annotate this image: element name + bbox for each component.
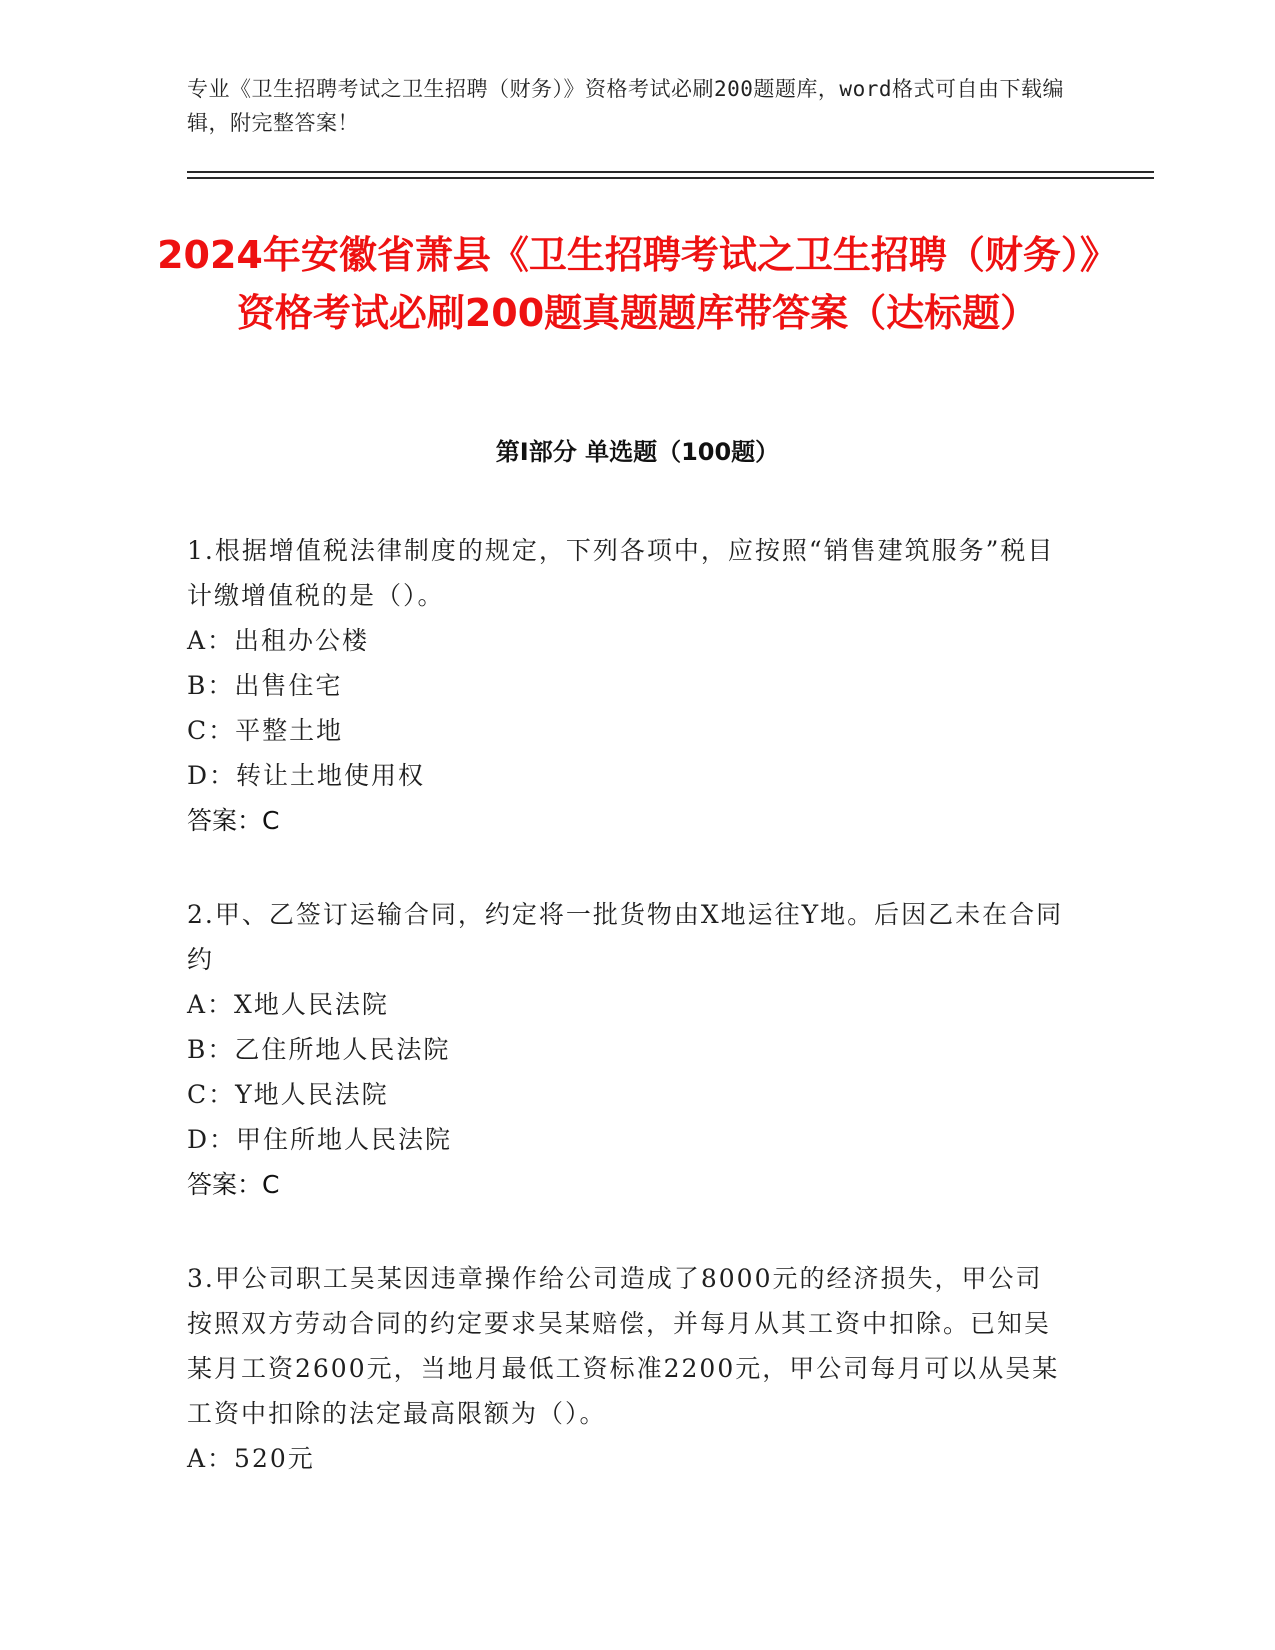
option-a: A：出租办公楼 xyxy=(187,626,370,655)
option-c: C：Y地人民法院 xyxy=(187,1080,389,1109)
option-d: D：甲住所地人民法院 xyxy=(187,1125,453,1154)
header-divider-top xyxy=(187,171,1154,173)
question-3 xyxy=(187,1256,1067,1481)
answer: 答案：C xyxy=(187,1170,280,1199)
question-stem: 2.甲、乙签订运输合同，约定将一批货物由X地运往Y地。后因乙未在合同约 xyxy=(187,900,1064,974)
section-title: 第Ⅰ部分 单选题（100题） xyxy=(495,438,780,466)
question-stem: 1.根据增值税法律制度的规定，下列各项中，应按照“销售建筑服务”税目计缴增值税的是（）。 xyxy=(187,536,1055,610)
question-1 xyxy=(187,528,1067,843)
option-a: A：X地人民法院 xyxy=(187,990,389,1019)
question-2 xyxy=(187,892,1067,1207)
option-b: B：出售住宅 xyxy=(187,671,343,700)
option-a: A：520元 xyxy=(187,1444,315,1473)
question-list xyxy=(187,528,1067,1530)
option-b: B：乙住所地人民法院 xyxy=(187,1035,451,1064)
header-divider-bottom xyxy=(187,177,1154,179)
header-note: 专业《卫生招聘考试之卫生招聘（财务）》资格考试必刷200题题库，word格式可自由下载编辑，附完整答案！ xyxy=(187,77,1064,135)
option-d: D：转让土地使用权 xyxy=(187,761,426,790)
question-stem: 3.甲公司职工吴某因违章操作给公司造成了8000元的经济损失，甲公司按照双方劳动合同的约定要求吴某赔偿，并每月从其工资中扣除。已知吴某月工资2600元，当地月最低工资标准2200元，甲公司每月可以从吴某工资中扣除的法定最高限额为（）。 xyxy=(187,1264,1060,1428)
answer: 答案：C xyxy=(187,806,280,835)
option-c: C：平整土地 xyxy=(187,716,344,745)
document-title: 2024年安徽省萧县《卫生招聘考试之卫生招聘（财务）》资格考试必刷200题真题题库带答案（达标题） xyxy=(157,233,1118,335)
